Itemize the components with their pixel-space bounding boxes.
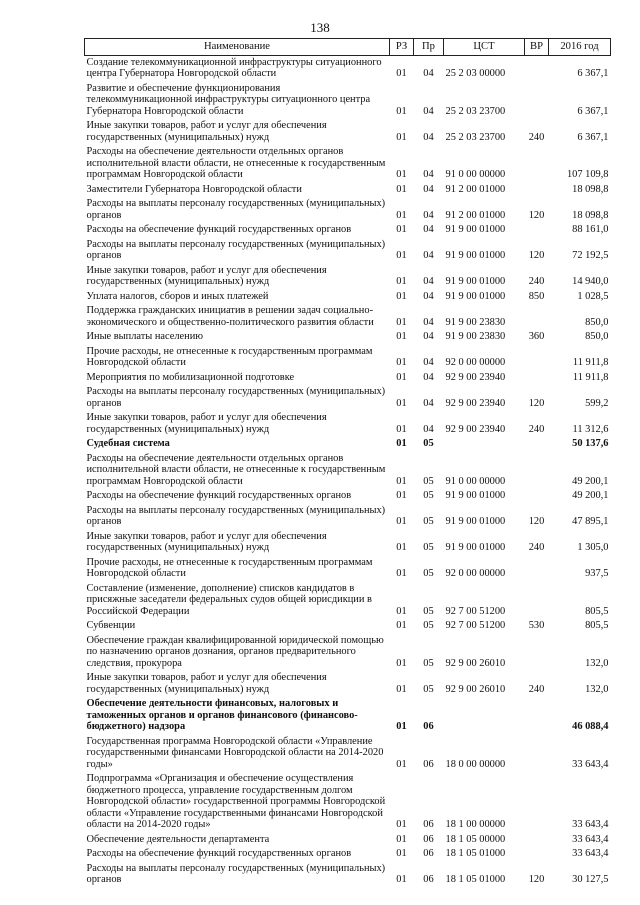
row-vr [525, 697, 549, 735]
row-name: Расходы на обеспечение функций государственных органов [86, 490, 352, 501]
row-name: Расходы на выплаты персоналу государственных (муниципальных) органов [86, 198, 386, 221]
row-sum: 6 367,1 [577, 131, 609, 143]
row-pr: 05 [423, 568, 434, 579]
table-row [85, 82, 611, 120]
row-cst: 92 9 00 23940 [445, 371, 506, 383]
row-cst: 92 0 00 00000 [445, 357, 506, 368]
row-name: Расходы на обеспечение деятельности отдельных органов исполнительной власти области, не отнесенные к государственным программам Новгородской области [86, 452, 386, 487]
row-cst: 25 2 03 23700 [445, 105, 506, 117]
row-cst: 92 9 00 26010 [445, 657, 506, 669]
row-name: Расходы на обеспечение функций государственных органов [86, 224, 352, 235]
row-rz: 01 [396, 224, 407, 235]
row-sum: 33 643,4 [572, 848, 609, 859]
row-vr: 120 [528, 250, 545, 261]
table-row [85, 145, 611, 183]
row-pr: 05 [423, 542, 434, 553]
table-row [85, 119, 611, 145]
row-name: Иные закупки товаров, работ и услуг для обеспечения государственных (муниципальных) нужд [86, 120, 327, 143]
table-row [85, 671, 611, 697]
row-vr: 360 [528, 331, 545, 342]
row-rz: 01 [396, 290, 407, 302]
row-name: Расходы на выплаты персоналу государственных (муниципальных) органов [86, 862, 386, 885]
table-row [85, 183, 611, 198]
row-pr: 04 [423, 105, 434, 117]
row-sum: 30 127,5 [572, 874, 609, 885]
row-cst: 92 9 00 23940 [445, 397, 506, 409]
row-name: Расходы на выплаты персоналу государственных (муниципальных) органов [86, 386, 386, 409]
row-rz: 01 [396, 605, 407, 617]
row-rz: 01 [396, 848, 407, 859]
row-name: Подпрограмма «Организация и обеспечение осуществления бюджетного процесса, управление государственным долгом Новгородской области» государственной программы Новгородской области «Управление государственными финансами Новгородской области на 2014-2020 годы» [86, 773, 386, 830]
row-pr: 04 [423, 331, 434, 342]
row-pr: 05 [423, 475, 434, 487]
table-row [85, 556, 611, 582]
row-sum: 6 367,1 [577, 68, 609, 79]
row-rz: 01 [396, 250, 407, 261]
row-rz: 01 [396, 169, 407, 180]
row-sum: 72 192,5 [572, 250, 609, 261]
row-cst: 25 2 03 23700 [445, 131, 506, 143]
row-name: Уплата налогов, сборов и иных платежей [86, 290, 269, 302]
row-pr: 05 [423, 620, 434, 631]
row-pr: 05 [423, 605, 434, 617]
row-vr: 240 [528, 276, 545, 287]
row-cst [444, 697, 525, 735]
row-cst: 18 1 05 01000 [445, 848, 506, 859]
row-vr [525, 556, 549, 582]
row-sum: 18 098,8 [572, 209, 609, 221]
row-pr: 04 [423, 397, 434, 409]
table-row [85, 264, 611, 290]
table-row [85, 452, 611, 490]
row-name: Создание телекоммуникационной инфраструктуры ситуационного центра Губернатора Новгородской области [86, 56, 382, 79]
row-vr [525, 82, 549, 120]
row-vr [525, 145, 549, 183]
row-sum: 49 200,1 [572, 490, 609, 501]
row-rz: 01 [396, 331, 407, 342]
row-name: Мероприятия по мобилизационной подготовке [86, 371, 295, 383]
row-sum: 33 643,4 [572, 758, 609, 770]
row-cst: 91 9 00 23830 [445, 316, 506, 328]
row-sum: 937,5 [585, 568, 609, 579]
row-name: Обеспечение граждан квалифицированной юридической помощью по назначению органов дознания, органов предварительного следствия, прокурора [86, 634, 384, 669]
table-row [85, 634, 611, 672]
row-cst: 91 0 00 00000 [445, 169, 506, 180]
row-name: Иные выплаты населению [86, 331, 204, 342]
row-name: Составление (изменение, дополнение) списков кандидатов в присяжные заседатели федеральных судов общей юрисдикции в Российской Федерации [86, 582, 372, 617]
row-vr: 120 [528, 874, 545, 885]
row-vr [525, 55, 549, 82]
table-row [85, 489, 611, 504]
row-cst: 91 9 00 01000 [445, 276, 506, 287]
table-row [85, 238, 611, 264]
row-vr [525, 847, 549, 862]
row-sum: 11 312,6 [572, 423, 609, 435]
row-cst: 91 9 00 01000 [445, 224, 506, 235]
row-sum: 132,0 [585, 657, 609, 669]
row-rz: 01 [396, 819, 407, 830]
row-pr: 04 [423, 183, 434, 195]
row-sum: 1 028,5 [577, 290, 609, 302]
row-vr: 240 [528, 542, 545, 553]
row-rz: 01 [396, 209, 407, 221]
row-cst: 91 0 00 00000 [445, 475, 506, 487]
table-row [85, 345, 611, 371]
row-cst: 91 2 00 01000 [445, 209, 506, 221]
row-name: Развитие и обеспечение функционирования телекоммуникационной инфраструктуры ситуационного центра Губернатора Новгородской области [86, 82, 371, 117]
row-pr: 04 [423, 169, 434, 180]
row-cst: 18 1 05 01000 [445, 874, 506, 885]
row-name: Прочие расходы, не отнесенные к государственным программам Новгородской области [86, 345, 373, 368]
table-header-row [85, 39, 611, 56]
row-pr: 04 [423, 423, 434, 435]
row-name: Обеспечение деятельности финансовых, налоговых и таможенных органов и органов финансового (финансово-бюджетного) надзора [86, 698, 358, 732]
row-pr: 04 [423, 316, 434, 328]
row-cst: 91 9 00 01000 [445, 516, 506, 527]
row-pr: 04 [423, 290, 434, 302]
row-pr: 04 [423, 371, 434, 383]
row-rz: 01 [396, 490, 407, 501]
row-cst: 92 0 00 00000 [445, 568, 506, 579]
row-pr: 05 [423, 516, 434, 527]
row-name: Иные закупки товаров, работ и услуг для обеспечения государственных (муниципальных) нужд [86, 530, 327, 553]
row-vr: 120 [528, 209, 545, 221]
header-rz: РЗ [390, 39, 414, 56]
row-sum: 805,5 [585, 605, 609, 617]
row-rz: 01 [396, 397, 407, 409]
row-sum: 18 098,8 [572, 183, 609, 195]
row-vr [525, 345, 549, 371]
row-pr: 04 [423, 209, 434, 221]
row-pr: 04 [423, 224, 434, 235]
row-pr: 05 [423, 490, 434, 501]
row-sum: 11 911,8 [572, 357, 609, 368]
row-name: Иные закупки товаров, работ и услуг для обеспечения государственных (муниципальных) нужд [86, 264, 327, 287]
row-cst: 92 7 00 51200 [445, 620, 506, 631]
table-row [85, 290, 611, 305]
row-rz: 01 [396, 371, 407, 383]
row-pr: 04 [423, 250, 434, 261]
row-vr [525, 735, 549, 773]
table-row [85, 697, 611, 735]
row-cst: 92 9 00 26010 [445, 683, 506, 695]
table-row [85, 437, 611, 452]
row-vr [525, 489, 549, 504]
row-rz: 01 [396, 105, 407, 117]
row-pr: 06 [423, 848, 434, 859]
row-cst: 92 9 00 23940 [445, 423, 506, 435]
row-rz: 01 [396, 276, 407, 287]
row-sum: 805,5 [585, 620, 609, 631]
row-pr: 05 [423, 657, 434, 669]
row-cst: 18 0 00 00000 [445, 758, 506, 770]
table-row [85, 385, 611, 411]
row-rz: 01 [396, 423, 407, 435]
header-cst: ЦСТ [444, 39, 525, 56]
row-pr: 06 [423, 758, 434, 770]
table-row [85, 582, 611, 620]
table-row [85, 735, 611, 773]
row-rz: 01 [396, 758, 407, 770]
row-pr: 05 [423, 683, 434, 695]
row-cst: 91 9 00 01000 [445, 250, 506, 261]
row-vr: 120 [528, 516, 545, 527]
row-vr [525, 183, 549, 198]
row-rz: 01 [396, 833, 407, 845]
row-sum: 33 643,4 [572, 833, 609, 845]
row-pr: 05 [423, 438, 434, 449]
table-row [85, 530, 611, 556]
row-sum: 850,0 [585, 331, 609, 342]
row-vr: 240 [528, 683, 545, 695]
row-name: Расходы на выплаты персоналу государственных (муниципальных) органов [86, 504, 386, 527]
row-sum: 11 911,8 [572, 371, 609, 383]
row-pr: 06 [423, 819, 434, 830]
table-row [85, 223, 611, 238]
row-pr: 06 [423, 874, 434, 885]
table-row [85, 304, 611, 330]
row-rz: 01 [396, 657, 407, 669]
row-rz: 01 [396, 620, 407, 631]
row-vr: 240 [528, 423, 545, 435]
row-sum: 850,0 [585, 316, 609, 328]
row-rz: 01 [396, 516, 407, 527]
row-rz: 01 [396, 475, 407, 487]
row-sum: 14 940,0 [572, 276, 609, 287]
row-pr: 04 [423, 276, 434, 287]
row-cst: 91 9 00 01000 [445, 290, 506, 302]
table-row [85, 619, 611, 634]
row-name: Прочие расходы, не отнесенные к государственным программам Новгородской области [86, 556, 373, 579]
row-rz: 01 [396, 683, 407, 695]
budget-table [84, 38, 611, 888]
row-name: Иные закупки товаров, работ и услуг для обеспечения государственных (муниципальных) нужд [86, 412, 327, 435]
row-cst: 91 9 00 01000 [445, 490, 506, 501]
row-pr: 04 [423, 68, 434, 79]
row-vr [525, 772, 549, 833]
row-name: Иные закупки товаров, работ и услуг для обеспечения государственных (муниципальных) нужд [86, 672, 327, 695]
row-cst: 91 2 00 01000 [445, 183, 506, 195]
header-sum: 2016 год [549, 39, 611, 56]
row-sum: 1 305,0 [577, 542, 609, 553]
table-row [85, 330, 611, 345]
row-sum: 132,0 [585, 683, 609, 695]
row-rz: 01 [396, 568, 407, 579]
row-name: Поддержка гражданских инициатив в решении задач социально-экономического и общественно-политического развития области [86, 305, 374, 328]
row-cst: 18 1 00 00000 [445, 819, 506, 830]
row-cst [444, 437, 525, 452]
row-rz: 01 [396, 542, 407, 553]
row-name: Субвенции [86, 620, 136, 631]
row-name: Государственная программа Новгородской области «Управление государственными финансами Новгородской области на 2014-2020 годы» [86, 735, 384, 770]
row-cst: 91 9 00 23830 [445, 331, 506, 342]
row-vr: 240 [528, 131, 545, 143]
page-number: 138 [310, 20, 330, 35]
row-vr [525, 833, 549, 848]
row-vr: 850 [528, 290, 545, 302]
row-sum: 599,2 [585, 397, 609, 409]
row-rz: 01 [396, 721, 407, 732]
row-rz: 01 [396, 131, 407, 143]
row-vr: 530 [528, 620, 545, 631]
row-vr [525, 582, 549, 620]
row-rz: 01 [396, 357, 407, 368]
table-row [85, 847, 611, 862]
row-name: Расходы на обеспечение деятельности отдельных органов исполнительной власти области, не отнесенные к государственным программам Новгородской области [86, 146, 386, 180]
row-sum: 88 161,0 [572, 224, 609, 235]
row-rz: 01 [396, 68, 407, 79]
row-vr [525, 371, 549, 386]
table-row [85, 862, 611, 888]
row-name: Заместители Губернатора Новгородской области [86, 183, 302, 195]
table-row [85, 371, 611, 386]
row-pr: 06 [423, 833, 434, 845]
row-sum: 46 088,4 [572, 721, 609, 732]
row-sum: 107 109,8 [566, 169, 609, 180]
row-sum: 47 895,1 [572, 516, 609, 527]
row-rz: 01 [396, 874, 407, 885]
header-pr: Пр [414, 39, 444, 56]
header-vr: ВР [525, 39, 549, 56]
table-row [85, 772, 611, 833]
row-name: Расходы на обеспечение функций государственных органов [86, 848, 352, 859]
table-row [85, 197, 611, 223]
table-row [85, 55, 611, 82]
row-pr: 04 [423, 357, 434, 368]
table-row [85, 833, 611, 848]
row-pr: 04 [423, 131, 434, 143]
row-rz: 01 [396, 183, 407, 195]
row-vr [525, 304, 549, 330]
row-sum: 6 367,1 [577, 105, 609, 117]
row-cst: 25 2 03 00000 [445, 68, 506, 79]
table-row [85, 411, 611, 437]
table-row [85, 504, 611, 530]
row-cst: 92 7 00 51200 [445, 605, 506, 617]
row-vr [525, 634, 549, 672]
row-sum: 33 643,4 [572, 819, 609, 830]
header-name: Наименование [85, 39, 390, 56]
row-cst: 91 9 00 01000 [445, 542, 506, 553]
row-sum: 49 200,1 [572, 475, 609, 487]
row-pr: 06 [423, 721, 434, 732]
row-name: Судебная система [86, 438, 170, 449]
row-sum: 50 137,6 [572, 438, 609, 449]
table-body [85, 55, 611, 888]
row-name: Расходы на выплаты персоналу государственных (муниципальных) органов [86, 238, 386, 261]
row-rz: 01 [396, 438, 407, 449]
row-cst: 18 1 05 00000 [445, 833, 506, 845]
row-rz: 01 [396, 316, 407, 328]
row-name: Обеспечение деятельности департамента [86, 833, 270, 845]
row-vr [525, 452, 549, 490]
row-vr: 120 [528, 397, 545, 409]
row-vr [525, 223, 549, 238]
row-vr [525, 437, 549, 452]
